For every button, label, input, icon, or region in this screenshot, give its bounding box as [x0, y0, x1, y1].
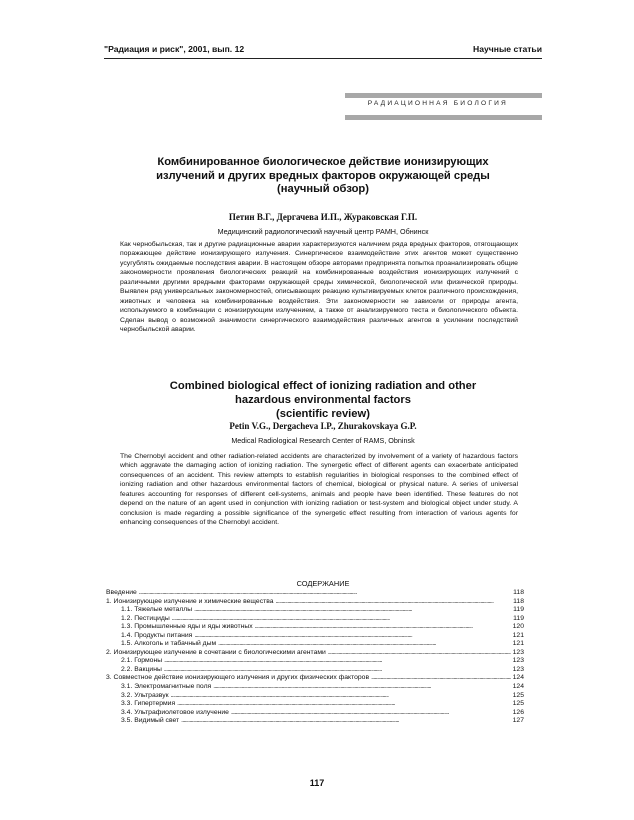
english-authors: Petin V.G., Dergacheva I.P., Zhurakovskaya G.P. [229, 421, 417, 431]
english-title [104, 380, 542, 421]
toc-item-page: 123 [512, 665, 524, 673]
toc-item-label: 3. Совместное действие ионизирующего излучения и других физических факторов [106, 674, 370, 682]
toc-item [106, 717, 524, 726]
toc-item-page: 124 [512, 683, 524, 691]
toc-item-page: 127 [512, 717, 524, 725]
banner-bar-top [345, 93, 542, 98]
toc-item-page: 118 [513, 589, 524, 596]
toc-item [106, 589, 524, 598]
toc-item [106, 632, 524, 641]
toc-item-page: 119 [513, 606, 524, 614]
toc-item-label: 3.1. Электромагнитные поля [121, 683, 212, 691]
toc-leader [218, 640, 510, 649]
toc-item-page: 123 [512, 648, 524, 656]
toc-leader [231, 709, 511, 718]
toc-item-label: 3.5. Видимый свет [121, 717, 180, 725]
english-title-line: Combined biological effect of ionizing radiation and other [169, 380, 477, 392]
toc-leader [172, 615, 511, 624]
toc-leader [139, 589, 511, 598]
english-title-line: (scientific review) [276, 407, 370, 420]
toc-item [106, 598, 524, 607]
section-banner [345, 93, 542, 113]
russian-title-line: (научный обзор) [277, 183, 369, 196]
page-number: 117 [309, 778, 325, 788]
toc-item-page: 121 [512, 631, 524, 639]
toc-item [106, 683, 524, 692]
toc-item-label: 2. Ионизирующее излучение в сочетании с биологическими агентами [106, 648, 326, 656]
toc-leader [194, 632, 510, 641]
running-header-left: "Радиация и риск", 2001, вып. 12 [104, 44, 245, 54]
russian-authors: Петин В.Г., Дергачева И.П., Жураковская Г.П. [228, 212, 418, 222]
toc-item-label: 1. Ионизирующее излучение и химические вещества [106, 597, 274, 605]
toc-item-label: Введение [106, 589, 137, 596]
toc-item-label: 3.2. Ультразвук [121, 691, 169, 699]
toc-leader [164, 657, 511, 666]
english-abstract: The Chernobyl accident and other radiation-related accidents are characterized by involvement of a variety of hazardous factors which aggravate the damaging action of ionizing radiation. The synergetic effect of different agents can exacerbate anticipated consequences of an accident. This review attempts to establish regularities in biological responses to the combined effect of ionizing radiation and other hazardous environmental factors of chemical, biological or physical nature. A series of universal features accounting for responses of different cell-systems, animals and people have been identified. These features do not depend on the nature of an agent used in conjunction with ionizing radiation or test-system and biological object under study. A conclusion is made regarding a possible significance of the synergetic effect resulting from interaction of various agents for enhancing consequences of the Chernobyl accident. [120, 453, 518, 527]
toc-leader [181, 717, 510, 726]
toc-leader [194, 606, 511, 615]
toc-item [106, 606, 524, 615]
toc-leader [171, 692, 511, 701]
toc-item-page: 118 [513, 597, 524, 605]
toc-item-label: 1.2. Пестициды [121, 614, 170, 622]
toc-leader [213, 683, 510, 692]
toc-leader [328, 649, 511, 658]
russian-title [104, 156, 542, 197]
toc-leader [255, 623, 511, 632]
toc-leader [371, 674, 511, 683]
toc-item-page: 120 [512, 623, 524, 631]
toc-item [106, 700, 524, 709]
running-header-right: Научные статьи [473, 44, 542, 54]
english-affiliation: Medical Radiological Research Center of RAMS, Obninsk [231, 436, 415, 445]
banner-bar-bottom [345, 115, 542, 120]
toc-item-label: 3.3. Гипертермия [121, 700, 176, 708]
russian-title-line: излучений и других вредных факторов окружающей среды [156, 169, 490, 182]
toc-item-label: 2.2. Вакцины [121, 665, 162, 673]
toc-item [106, 657, 524, 666]
toc-item [106, 615, 524, 624]
toc-item-label: 3.4. Ультрафиолетовое излучение [121, 708, 229, 716]
toc-item-label: 1.1. Тяжелые металлы [121, 606, 193, 614]
toc-item [106, 640, 524, 649]
toc-item-page: 125 [512, 700, 524, 708]
toc-leader [276, 598, 512, 607]
table-of-contents [106, 589, 524, 726]
toc-item-page: 121 [512, 640, 524, 648]
toc-item-page: 125 [512, 691, 524, 699]
russian-abstract: Как чернобыльская, так и другие радиационные аварии характеризуются наличием ряда вредных факторов, отягощающих поражающее действие ионизирующего излучения. Синергическое взаимодействие этих агентов может существенно усугублять ожидаемые последствия аварии. В настоящем обзоре авторами предпринята попытка проанализировать общие закономерности проявления биологических реакций на комбинированные воздействия ионизирующих излучений с различными другими вредными факторами окружающей среды химической, биологической или физической природы. Выявлен ряд универсальных закономерностей, описывающих реакцию культивируемых клеток различного происхождения, животных и человека на комбинированные воздействия. Эти закономерности не зависели от природы агента, используемого в комбинации с ионизирующим излучением, а также от анализируемого теста и биологического объекта. Сделан вывод о возможной значимости синергического взаимодействия различных агентов в усилении последствий чернобыльской аварии. [120, 241, 518, 334]
toc-item-label: 1.3. Промышленные яды и яды животных [121, 623, 253, 631]
toc-item-label: 1.4. Продукты питания [121, 631, 193, 639]
section-banner-label: РАДИАЦИОННАЯ БИОЛОГИЯ [367, 100, 508, 107]
toc-item-page: 123 [512, 657, 524, 665]
toc-item [106, 709, 524, 718]
toc-leader [177, 700, 510, 709]
english-title-line: hazardous environmental factors [235, 393, 411, 406]
toc-item [106, 649, 524, 658]
russian-title-line: Комбинированное биологическое действие ионизирующих [157, 156, 489, 168]
toc-title: СОДЕРЖАНИЕ [296, 579, 350, 588]
toc-item-page: 126 [512, 708, 524, 716]
toc-item [106, 692, 524, 701]
header-rule [104, 58, 542, 59]
toc-item [106, 623, 524, 632]
toc-item [106, 674, 524, 683]
toc-item-label: 2.1. Гормоны [121, 657, 163, 665]
toc-item-page: 124 [512, 674, 524, 682]
toc-item-page: 119 [513, 614, 524, 622]
toc-item-label: 1.5. Алкоголь и табачный дым [121, 640, 217, 648]
russian-affiliation: Медицинский радиологический научный центр РАМН, Обнинск [217, 227, 429, 236]
